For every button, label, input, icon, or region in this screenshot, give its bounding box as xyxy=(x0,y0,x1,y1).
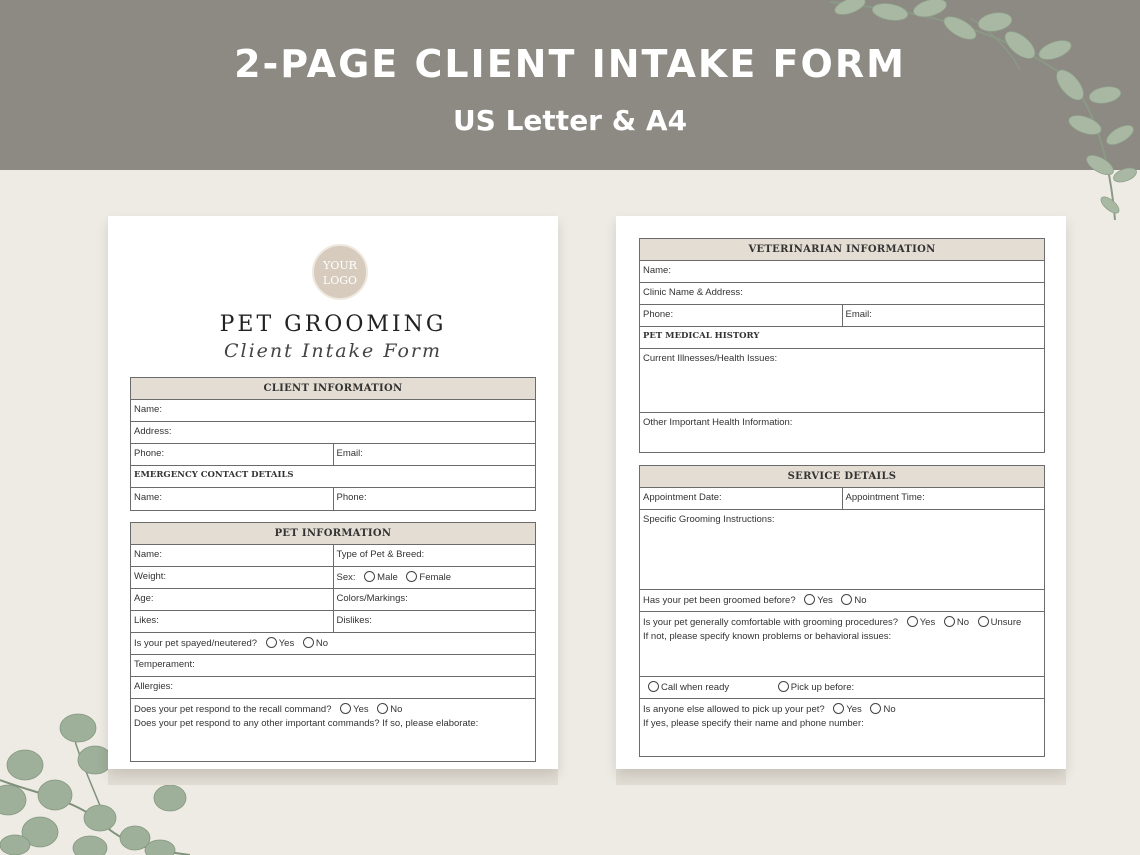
unsure-label: Unsure xyxy=(990,617,1022,628)
no-label: No xyxy=(854,595,867,606)
form-page-2 xyxy=(616,216,1066,769)
form-script-title: Client Intake Form xyxy=(223,340,443,362)
pet-type-field[interactable]: Type of Pet & Breed: xyxy=(333,545,536,566)
if-yes-label: If yes, please specify their name and phone number: xyxy=(643,718,864,729)
comfort-unsure-radio[interactable] xyxy=(978,616,989,627)
banner-title: 2-PAGE CLIENT INTAKE FORM xyxy=(234,42,906,86)
service-details-table xyxy=(639,465,1045,757)
anyone-no-radio[interactable] xyxy=(870,703,881,714)
no-label: No xyxy=(956,617,969,628)
section-header: SERVICE DETAILS xyxy=(640,466,1044,488)
no-label: No xyxy=(883,704,896,715)
anyone-yes-radio[interactable] xyxy=(833,703,844,714)
subsection-header: EMERGENCY CONTACT DETAILS xyxy=(134,470,294,480)
pet-dislikes-field[interactable]: Dislikes: xyxy=(333,611,536,632)
commands-field[interactable] xyxy=(131,699,535,761)
commands-label: Does your pet respond to any other important commands? If so, please elaborate: xyxy=(134,718,479,729)
spayed-question xyxy=(131,633,535,654)
male-radio[interactable] xyxy=(364,571,375,582)
groomed-before-question xyxy=(640,590,1044,611)
subsection-header: PET MEDICAL HISTORY xyxy=(643,331,760,341)
emergency-phone-field[interactable]: Phone: xyxy=(333,488,536,510)
if-not-label: If not, please specify known problems or behavioral issues: xyxy=(643,631,892,642)
client-phone-field[interactable]: Phone: xyxy=(134,448,165,459)
pet-weight-field[interactable]: Weight: xyxy=(134,571,167,582)
illnesses-field[interactable]: Current Illnesses/Health Issues: xyxy=(643,353,778,364)
spayed-no-radio[interactable] xyxy=(303,637,314,648)
appointment-time-field[interactable]: Appointment Time: xyxy=(842,488,1045,509)
pet-colors-field[interactable]: Colors/Markings: xyxy=(333,589,536,610)
form-title: PET GROOMING xyxy=(219,312,447,337)
vet-name-field[interactable]: Name: xyxy=(643,265,671,276)
pet-sex-field xyxy=(333,567,536,588)
client-address-field[interactable]: Address: xyxy=(134,426,172,437)
comfort-no-radio[interactable] xyxy=(944,616,955,627)
comfortable-label: Is your pet generally comfortable with grooming procedures? xyxy=(643,617,899,628)
spayed-yes-radio[interactable] xyxy=(266,637,277,648)
recall-label: Does your pet respond to the recall command? xyxy=(134,704,332,715)
form-page-1 xyxy=(108,216,558,769)
anyone-else-question[interactable] xyxy=(640,699,1044,758)
no-label: No xyxy=(315,638,328,649)
section-header: VETERINARIAN INFORMATION xyxy=(640,239,1044,261)
pet-name-field[interactable]: Name: xyxy=(134,549,162,560)
pet-information-table xyxy=(130,522,536,762)
female-label: Female xyxy=(419,572,452,583)
groomed-no-radio[interactable] xyxy=(841,594,852,605)
female-radio[interactable] xyxy=(406,571,417,582)
comfort-yes-radio[interactable] xyxy=(907,616,918,627)
pickup-label: Pick up before: xyxy=(790,682,855,693)
sheet-shadow-right xyxy=(616,769,1066,785)
groomed-yes-radio[interactable] xyxy=(804,594,815,605)
appointment-date-field[interactable]: Appointment Date: xyxy=(643,492,722,503)
logo-placeholder xyxy=(312,244,368,300)
male-label: Male xyxy=(377,572,398,583)
other-health-field[interactable]: Other Important Health Information: xyxy=(643,417,793,428)
yes-label: Yes xyxy=(919,617,936,628)
anyone-label: Is anyone else allowed to pick up your pet? xyxy=(643,704,825,715)
vet-phone-field[interactable]: Phone: xyxy=(643,309,674,320)
section-header: CLIENT INFORMATION xyxy=(131,378,535,400)
spayed-label: Is your pet spayed/neutered? xyxy=(134,638,258,649)
sex-label: Sex: xyxy=(336,572,356,583)
pickup-options xyxy=(640,677,1044,698)
veterinarian-table xyxy=(639,238,1045,453)
eucalyptus-leaves-top-right xyxy=(820,0,1140,230)
call-when-ready-radio[interactable] xyxy=(648,681,659,692)
pet-likes-field[interactable]: Likes: xyxy=(134,615,159,626)
client-email-field[interactable]: Email: xyxy=(333,444,536,465)
pick-up-before-radio[interactable] xyxy=(778,681,789,692)
section-header: PET INFORMATION xyxy=(131,523,535,545)
vet-email-field[interactable]: Email: xyxy=(842,305,1045,326)
yes-label: Yes xyxy=(817,595,833,606)
pet-age-field[interactable]: Age: xyxy=(134,593,154,604)
client-information-table xyxy=(130,377,536,511)
groomed-label: Has your pet been groomed before? xyxy=(643,595,796,606)
clinic-field[interactable]: Clinic Name & Address: xyxy=(643,287,743,298)
yes-label: Yes xyxy=(353,704,369,715)
call-label: Call when ready xyxy=(661,682,730,693)
recall-no-radio[interactable] xyxy=(377,703,388,714)
client-name-field[interactable]: Name: xyxy=(134,404,162,415)
comfort-question[interactable] xyxy=(640,612,1044,677)
logo-text-line1: YOUR xyxy=(323,259,357,272)
instructions-field[interactable]: Specific Grooming Instructions: xyxy=(643,514,775,525)
banner-subtitle: US Letter & A4 xyxy=(452,104,688,137)
yes-label: Yes xyxy=(846,704,862,715)
allergies-field[interactable]: Allergies: xyxy=(134,681,174,692)
sheet-shadow-left xyxy=(108,769,558,785)
temperament-field[interactable]: Temperament: xyxy=(134,659,195,670)
no-label: No xyxy=(390,704,403,715)
logo-text-line2: LOGO xyxy=(322,274,358,287)
recall-yes-radio[interactable] xyxy=(340,703,351,714)
yes-label: Yes xyxy=(278,638,295,649)
emergency-name-field[interactable]: Name: xyxy=(134,492,162,503)
